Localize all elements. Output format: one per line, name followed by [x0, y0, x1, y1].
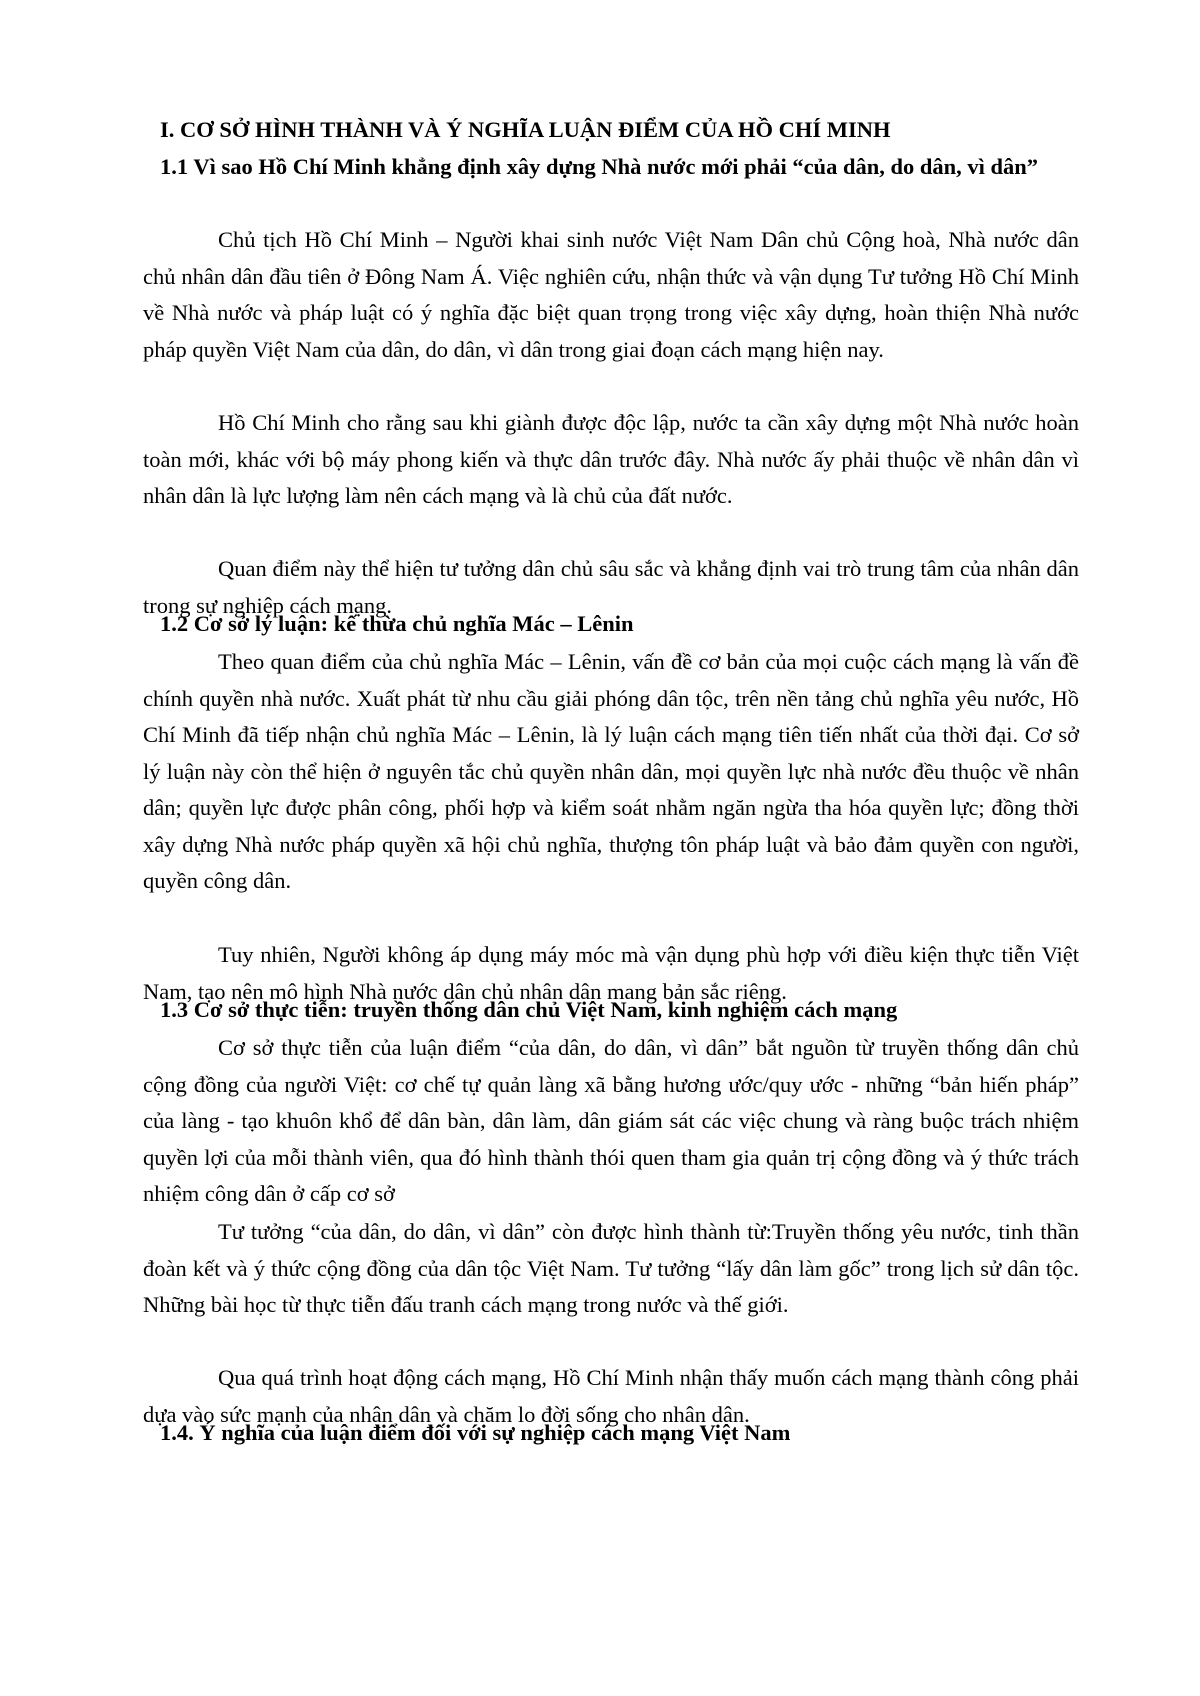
- section-1-1-paragraph-2: Hồ Chí Minh cho rằng sau khi giành được độc lập, nước ta cần xây dựng một Nhà nước hoàn toàn mới, khác với bộ máy phong kiến và thực dân trước đây. Nhà nước ấy phải thuộc về nhân dân vì nhân dân là lực lượng làm nên cách mạng và là chủ của đất nước.: [143, 410, 1079, 508]
- section-1-1-paragraph-3: Quan điểm này thể hiện tư tưởng dân chủ sâu sắc và khẳng định vai trò trung tâm của nhân dân trong sự nghiệp cách mạng.: [143, 556, 1079, 618]
- section-1-3-paragraph-3: Qua quá trình hoạt động cách mạng, Hồ Chí Minh nhận thấy muốn cách mạng thành công phải dựa vào sức mạnh của nhân dân và chăm lo đời sống cho nhân dân.: [143, 1365, 1079, 1427]
- section-1-3-paragraph-2: Tư tưởng “của dân, do dân, vì dân” còn được hình thành từ:Truyền thống yêu nước, tinh thần đoàn kết và ý thức cộng đồng của dân tộc Việt Nam. Tư tưởng “lấy dân làm gốc” trong lịch sử dân tộc. Những bài học từ thực tiễn đấu tranh cách mạng trong nước và thế giới.: [143, 1219, 1079, 1317]
- section-1-2-paragraph-1: Theo quan điểm của chủ nghĩa Mác – Lênin, vấn đề cơ bản của mọi cuộc cách mạng là vấn đề chính quyền nhà nước. Xuất phát từ nhu cầu giải phóng dân tộc, trên nền tảng chủ nghĩa yêu nước, Hồ Chí Minh đã tiếp nhận chủ nghĩa Mác – Lênin, là lý luận cách mạng tiên tiến nhất của thời đại. Cơ sở lý luận này còn thể hiện ở nguyên tắc chủ quyền nhân dân, mọi quyền lực nhà nước đều thuộc về nhân dân; quyền lực được phân công, phối hợp và kiểm soát nhằm ngăn ngừa tha hóa quyền lực; đồng thời xây dựng Nhà nước pháp quyền xã hội chủ nghĩa, thượng tôn pháp luật và bảo đảm quyền con người, quyền công dân.: [143, 649, 1079, 893]
- section-1-1-paragraph-1: Chủ tịch Hồ Chí Minh – Người khai sinh nước Việt Nam Dân chủ Cộng hoà, Nhà nước dân chủ nhân dân đầu tiên ở Đông Nam Á. Việc nghiên cứu, nhận thức và vận dụng Tư tưởng Hồ Chí Minh về Nhà nước và pháp luật có ý nghĩa đặc biệt quan trọng trong việc xây dựng, hoàn thiện Nhà nước pháp quyền Việt Nam của dân, do dân, vì dân trong giai đoạn cách mạng hiện nay.: [143, 227, 1079, 362]
- section-1-1-heading: 1.1 Vì sao Hồ Chí Minh khẳng định xây dựng Nhà nước mới phải “của dân, do dân, vì dân”: [160, 154, 1039, 179]
- section-1-2-paragraph-2: Tuy nhiên, Người không áp dụng máy móc mà vận dụng phù hợp với điều kiện thực tiễn Việt Nam, tạo nên mô hình Nhà nước dân chủ nhân dân mang bản sắc riêng.: [143, 942, 1079, 1004]
- section-1-4-heading: 1.4. Ý nghĩa của luận điểm đối với sự nghiệp cách mạng Việt Nam: [160, 1420, 791, 1445]
- section-1-2-heading: 1.2 Cơ sở lý luận: kế thừa chủ nghĩa Mác – Lênin: [160, 611, 634, 636]
- section-1-3-heading: 1.3 Cơ sở thực tiễn: truyền thống dân chủ Việt Nam, kinh nghiệm cách mạng: [160, 997, 898, 1022]
- document-title: I. CƠ SỞ HÌNH THÀNH VÀ Ý NGHĨA LUẬN ĐIỂM CỦA HỒ CHÍ MINH: [160, 117, 891, 142]
- section-1-3-paragraph-1: Cơ sở thực tiễn của luận điểm “của dân, do dân, vì dân” bắt nguồn từ truyền thống dân chủ cộng đồng của người Việt: cơ chế tự quản làng xã bằng hương ước/quy ước - những “bản hiến pháp” của làng - tạo khuôn khổ để dân bàn, dân làm, dân giám sát các việc chung và ràng buộc trách nhiệm quyền lợi của mỗi thành viên, qua đó hình thành thói quen tham gia quản trị cộng đồng và ý thức trách nhiệm công dân ở cấp cơ sở: [143, 1035, 1079, 1206]
